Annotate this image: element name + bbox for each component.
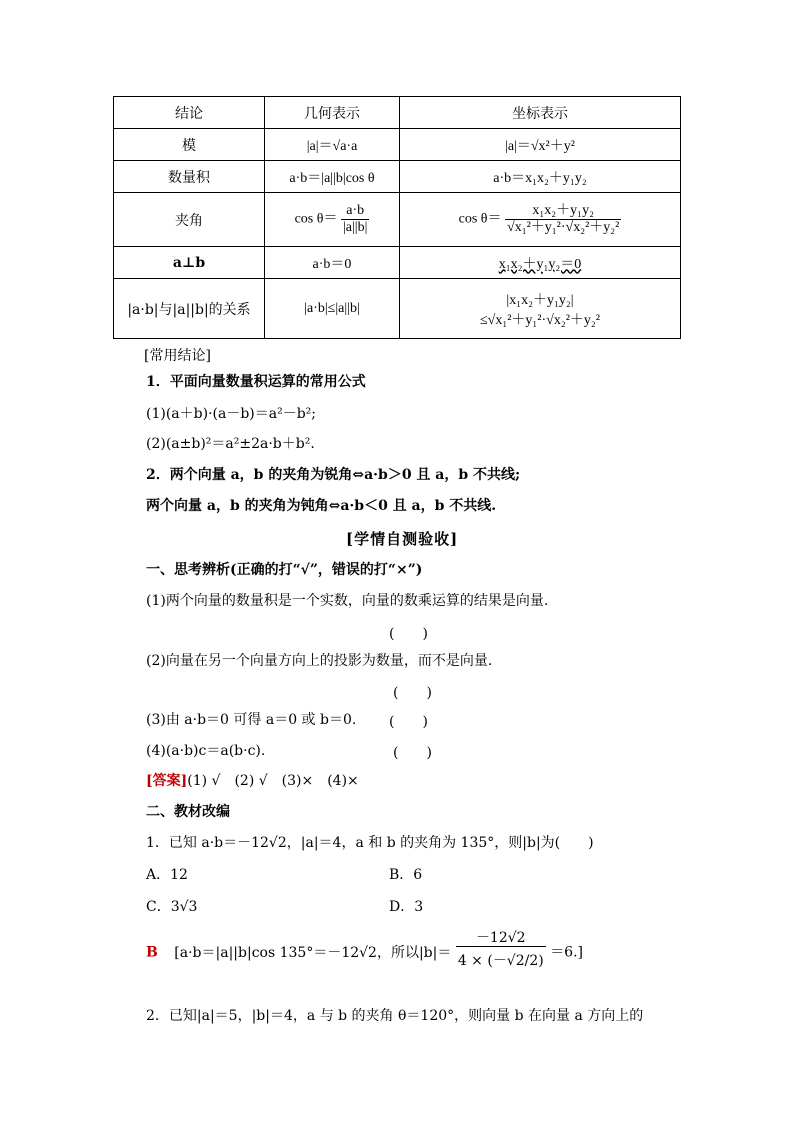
option-c: C．3√3 <box>146 899 198 915</box>
common-conclusion-tag: [常用结论] <box>144 348 211 364</box>
coord-prefix: cos θ＝ <box>458 211 502 227</box>
header-conclusion: 结论 <box>114 97 265 129</box>
answer-paren-4: ( ) <box>393 745 432 761</box>
geo-cell <box>265 193 400 247</box>
geo-cell: |a·b|≤|a||b| <box>265 279 400 339</box>
solution-text: [a·b＝|a||b|cos 135°＝－12√2，所以|b|＝ <box>174 944 452 961</box>
part2-question-1: 1．已知 a·b＝－12√2，|a|＝4，a 和 b 的夹角为 135°，则|b|为( ) <box>146 835 594 851</box>
formula-1: (1)(a＋b)·(a－b)＝a²－b²; <box>146 406 316 422</box>
answer-text: (1) √ (2) √ (3)× (4)× <box>187 773 359 789</box>
coord-cell: a·b＝x₁x₂＋y₁y₂ <box>400 161 681 193</box>
solution-line <box>146 930 583 975</box>
coord-cell: |a|＝√x²＋y² <box>400 129 681 161</box>
question-2: (2)向量在另一个向量方向上的投影为数量，而不是向量. <box>146 653 493 669</box>
common-item-2b: 两个向量 a，b 的夹角为钝角⇔a·b＜0 且 a，b 不共线. <box>146 498 497 514</box>
answer-paren-2: ( ) <box>393 685 432 701</box>
table-row <box>114 247 681 279</box>
table-row <box>114 129 681 161</box>
geo-denominator: |a||b| <box>342 220 368 235</box>
answer-paren-1: ( ) <box>389 626 428 642</box>
coord-numerator: x₁x₂＋y₁y₂ <box>505 203 621 220</box>
coord-line-2: ≤√x₁²＋y₁²·√x₂²＋y₂² <box>479 312 601 328</box>
question-3: (3)由 a·b＝0 可得 a＝0 或 b＝0. <box>146 712 357 728</box>
coord-cell <box>400 193 681 247</box>
answer-tag: [答案] <box>146 773 188 789</box>
row-label: |a·b|与|a||b|的关系 <box>114 279 265 339</box>
part1-title: 一、思考辨析(正确的打“√”，错误的打“×”) <box>146 562 423 578</box>
solution-fraction <box>456 930 546 975</box>
row-label: 模 <box>114 129 265 161</box>
part2-question-2: 2．已知|a|＝5，|b|＝4，a 与 b 的夹角 θ＝120°，则向量 b 在向量 a 方向上的 <box>146 1008 644 1024</box>
geo-cell: a·b＝|a||b|cos θ <box>265 161 400 193</box>
option-d: D．3 <box>389 899 424 915</box>
row-label: a⊥b <box>114 247 265 279</box>
geo-numerator: a·b <box>341 203 369 220</box>
option-b: B．6 <box>389 867 423 883</box>
coord-cell: x₁x₂＋y₁y₂＝0 <box>400 247 681 279</box>
answer-line <box>146 772 359 790</box>
coord-cell <box>400 279 681 339</box>
solution-letter: B <box>146 944 158 961</box>
coord-denominator: √x₁²＋y₁²·√x₂²＋y₂² <box>507 220 620 235</box>
question-4: (4)(a·b)c＝a(b·c). <box>146 743 266 759</box>
table-row <box>114 279 681 339</box>
coord-line-1: |x₁x₂＋y₁y₂| <box>506 292 574 308</box>
question-1: (1)两个向量的数量积是一个实数，向量的数乘运算的结果是向量. <box>146 593 549 609</box>
row-label: 数量积 <box>114 161 265 193</box>
common-item-2a: 2．两个向量 a，b 的夹角为锐角⇔a·b＞0 且 a，b 不共线; <box>146 467 521 483</box>
table-header-row <box>114 97 681 129</box>
formula-2: (2)(a±b)²＝a²±2a·b＋b². <box>146 436 315 452</box>
formula-table <box>113 96 681 339</box>
geo-fraction <box>341 203 369 236</box>
part2-title: 二、教材改编 <box>146 804 230 820</box>
option-a: A．12 <box>146 867 188 883</box>
header-geometric: 几何表示 <box>265 97 400 129</box>
geo-cell: a·b＝0 <box>265 247 400 279</box>
solution-denominator: 4 × (－√2/2) <box>457 953 544 969</box>
solution-end: ＝6.] <box>550 944 584 961</box>
header-coordinate: 坐标表示 <box>400 97 681 129</box>
section-title: [学情自测验收] <box>346 530 459 548</box>
solution-numerator: －12√2 <box>456 930 546 947</box>
table-row <box>114 193 681 247</box>
table-row <box>114 161 681 193</box>
coord-fraction <box>505 203 621 236</box>
common-item-1: 1．平面向量数量积运算的常用公式 <box>146 374 366 390</box>
row-label: 夹角 <box>114 193 265 247</box>
geo-prefix: cos θ＝ <box>294 211 338 227</box>
answer-paren-3: ( ) <box>389 714 428 730</box>
geo-cell: |a|＝√a·a <box>265 129 400 161</box>
